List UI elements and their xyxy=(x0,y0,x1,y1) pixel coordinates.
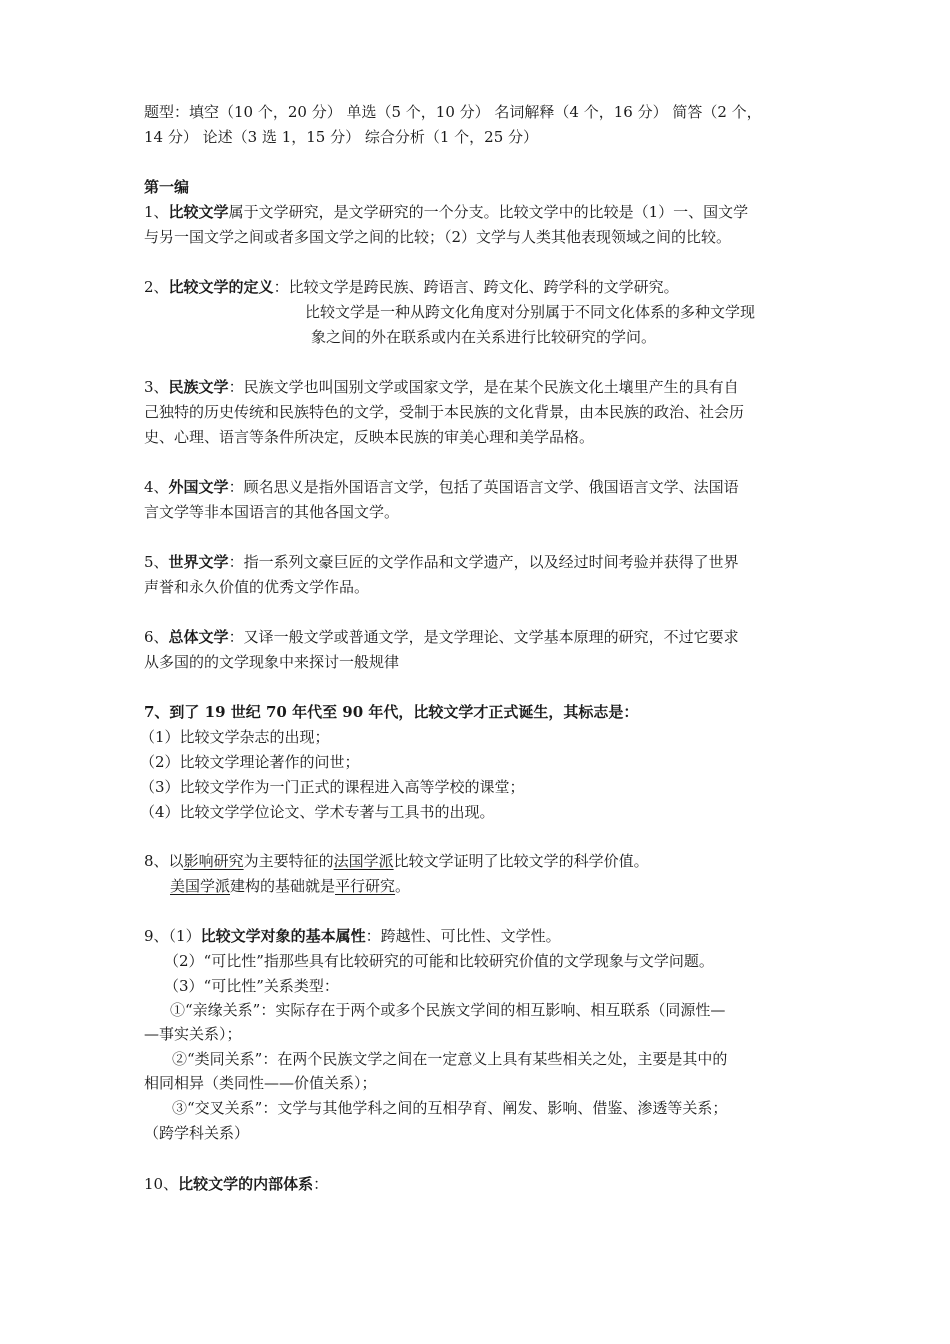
item-9-line-6: ②“类同关系”：在两个民族文学之间在一定意义上具有某些相关之处，主要是其中的 xyxy=(172,1050,728,1068)
item-text: 比较文学证明了比较文学的科学价值。 xyxy=(393,852,649,870)
item-number: 3、 xyxy=(144,378,169,396)
item-colon: ： xyxy=(228,478,244,496)
item-number: 9、（1） xyxy=(144,927,201,945)
item-9-line-4: ①“亲缘关系”：实际存在于两个或多个民族文学间的相互影响、相互联系（同源性— xyxy=(170,1001,726,1019)
item-2-line-1 xyxy=(144,275,679,299)
item-9-line-2: （2）“可比性”指那些具有比较研究的可能和比较研究价值的文学现象与文学问题。 xyxy=(164,952,714,970)
item-term: 比较文学的内部体系 xyxy=(178,1175,314,1193)
item-number: 8、 xyxy=(144,852,169,870)
item-9-line-8: ③“交叉关系”：文学与其他学科之间的互相孕育、阐发、影响、借鉴、渗透等关系； xyxy=(172,1099,728,1117)
section-title: 第一编 xyxy=(144,178,190,196)
item-7-point-2: （2）比较文学理论著作的问世； xyxy=(140,753,360,771)
item-4-line-1 xyxy=(144,475,739,499)
item-3-line-1 xyxy=(144,375,739,399)
item-8-line-1 xyxy=(144,849,649,873)
item-term: 世界文学 xyxy=(168,553,229,571)
item-colon: ： xyxy=(228,628,244,646)
item-9-line-1 xyxy=(144,924,561,948)
item-number: 2、 xyxy=(144,278,169,296)
item-7-point-4: （4）比较文学学位论文、学术专著与工具书的出现。 xyxy=(140,803,495,821)
item-colon: ： xyxy=(313,1175,329,1193)
item-5-line-2: 声誉和永久价值的优秀文学作品。 xyxy=(144,578,370,596)
item-9-line-3: （3）“可比性”关系类型： xyxy=(164,977,339,995)
item-2-line-3: 象之间的外在联系或内在关系进行比较研究的学问。 xyxy=(311,328,657,346)
item-9-line-7: 相同相异（类同性——价值关系）； xyxy=(144,1074,377,1092)
item-10-line-1 xyxy=(144,1172,328,1196)
item-5-line-1 xyxy=(144,550,739,574)
item-text: 。 xyxy=(395,877,411,895)
item-1-line-1 xyxy=(144,200,748,224)
item-term: 民族文学 xyxy=(168,378,229,396)
item-term: 比较文学对象的基本属性 xyxy=(200,927,366,945)
item-2-line-2: 比较文学是一种从跨文化角度对分别属于不同文化体系的多种文学现 xyxy=(305,303,756,321)
item-4-line-2: 言文学等非本国语言的其他各国文学。 xyxy=(144,503,400,521)
item-7-point-3: （3）比较文学作为一门正式的课程进入高等学校的课堂； xyxy=(140,778,525,796)
underlined-term: 平行研究 xyxy=(335,877,396,895)
item-text: 指一系列文豪巨匠的文学作品和文学遗产，以及经过时间考验并获得了世界 xyxy=(243,553,739,571)
item-text: 比较文学是跨民族、跨语言、跨文化、跨学科的文学研究。 xyxy=(288,278,679,296)
underlined-term: 影响研究 xyxy=(183,852,244,870)
item-8-line-2 xyxy=(170,874,410,898)
item-number: 5、 xyxy=(144,553,169,571)
item-3-line-2: 己独特的历史传统和民族特色的文学，受制于本民族的文化背景，由本民族的政治、社会历 xyxy=(144,403,745,421)
item-term: 比较文学的定义 xyxy=(168,278,274,296)
question-types-line-1: 题型：填空（10 个，20 分） 单选（5 个，10 分） 名词解释（4 个，16 分） 简答（2 个， xyxy=(144,103,762,121)
item-7-point-1: （1）比较文学杂志的出现； xyxy=(140,728,330,746)
item-6-line-1 xyxy=(144,625,739,649)
item-text: 跨越性、可比性、文学性。 xyxy=(380,927,561,945)
item-text: 又译一般文学或普通文学，是文学理论、文学基本原理的研究，不过它要求 xyxy=(243,628,739,646)
item-colon: ： xyxy=(228,378,244,396)
item-colon: ： xyxy=(365,927,381,945)
item-7-heading: 7、到了 19 世纪 70 年代至 90 年代，比较文学才正式诞生，其标志是： xyxy=(144,703,639,721)
item-number: 4、 xyxy=(144,478,169,496)
item-colon: ： xyxy=(228,553,244,571)
item-9-line-5: —事实关系）； xyxy=(144,1025,242,1043)
item-colon: ： xyxy=(273,278,289,296)
underlined-term: 美国学派 xyxy=(170,877,231,895)
item-term: 比较文学 xyxy=(168,203,229,221)
item-text: 民族文学也叫国别文学或国家文学，是在某个民族文化土壤里产生的具有自 xyxy=(243,378,739,396)
item-term: 总体文学 xyxy=(168,628,229,646)
item-number: 10、 xyxy=(144,1175,179,1193)
item-1-line-2: 与另一国文学之间或者多国文学之间的比较；（2）文学与人类其他表现领域之间的比较。 xyxy=(144,228,732,246)
item-text: 以 xyxy=(168,852,184,870)
item-number: 1、 xyxy=(144,203,169,221)
item-6-line-2: 从多国的的文学现象中来探讨一般规律 xyxy=(144,653,400,671)
item-text: 属于文学研究，是文学研究的一个分支。比较文学中的比较是（1）一、国文学 xyxy=(228,203,749,221)
item-text: 建构的基础就是 xyxy=(230,877,336,895)
item-text: 为主要特征的 xyxy=(243,852,334,870)
underlined-term: 法国学派 xyxy=(333,852,394,870)
item-term: 外国文学 xyxy=(168,478,229,496)
item-text: 顾名思义是指外国语言文学，包括了英国语言文学、俄国语言文学、法国语 xyxy=(243,478,739,496)
question-types-line-2: 14 分） 论述（3 选 1，15 分） 综合分析（1 个，25 分） xyxy=(144,128,539,146)
item-9-line-9: （跨学科关系） xyxy=(144,1124,250,1142)
item-3-line-3: 史、心理、语言等条件所决定，反映本民族的审美心理和美学品格。 xyxy=(144,428,595,446)
item-number: 6、 xyxy=(144,628,169,646)
